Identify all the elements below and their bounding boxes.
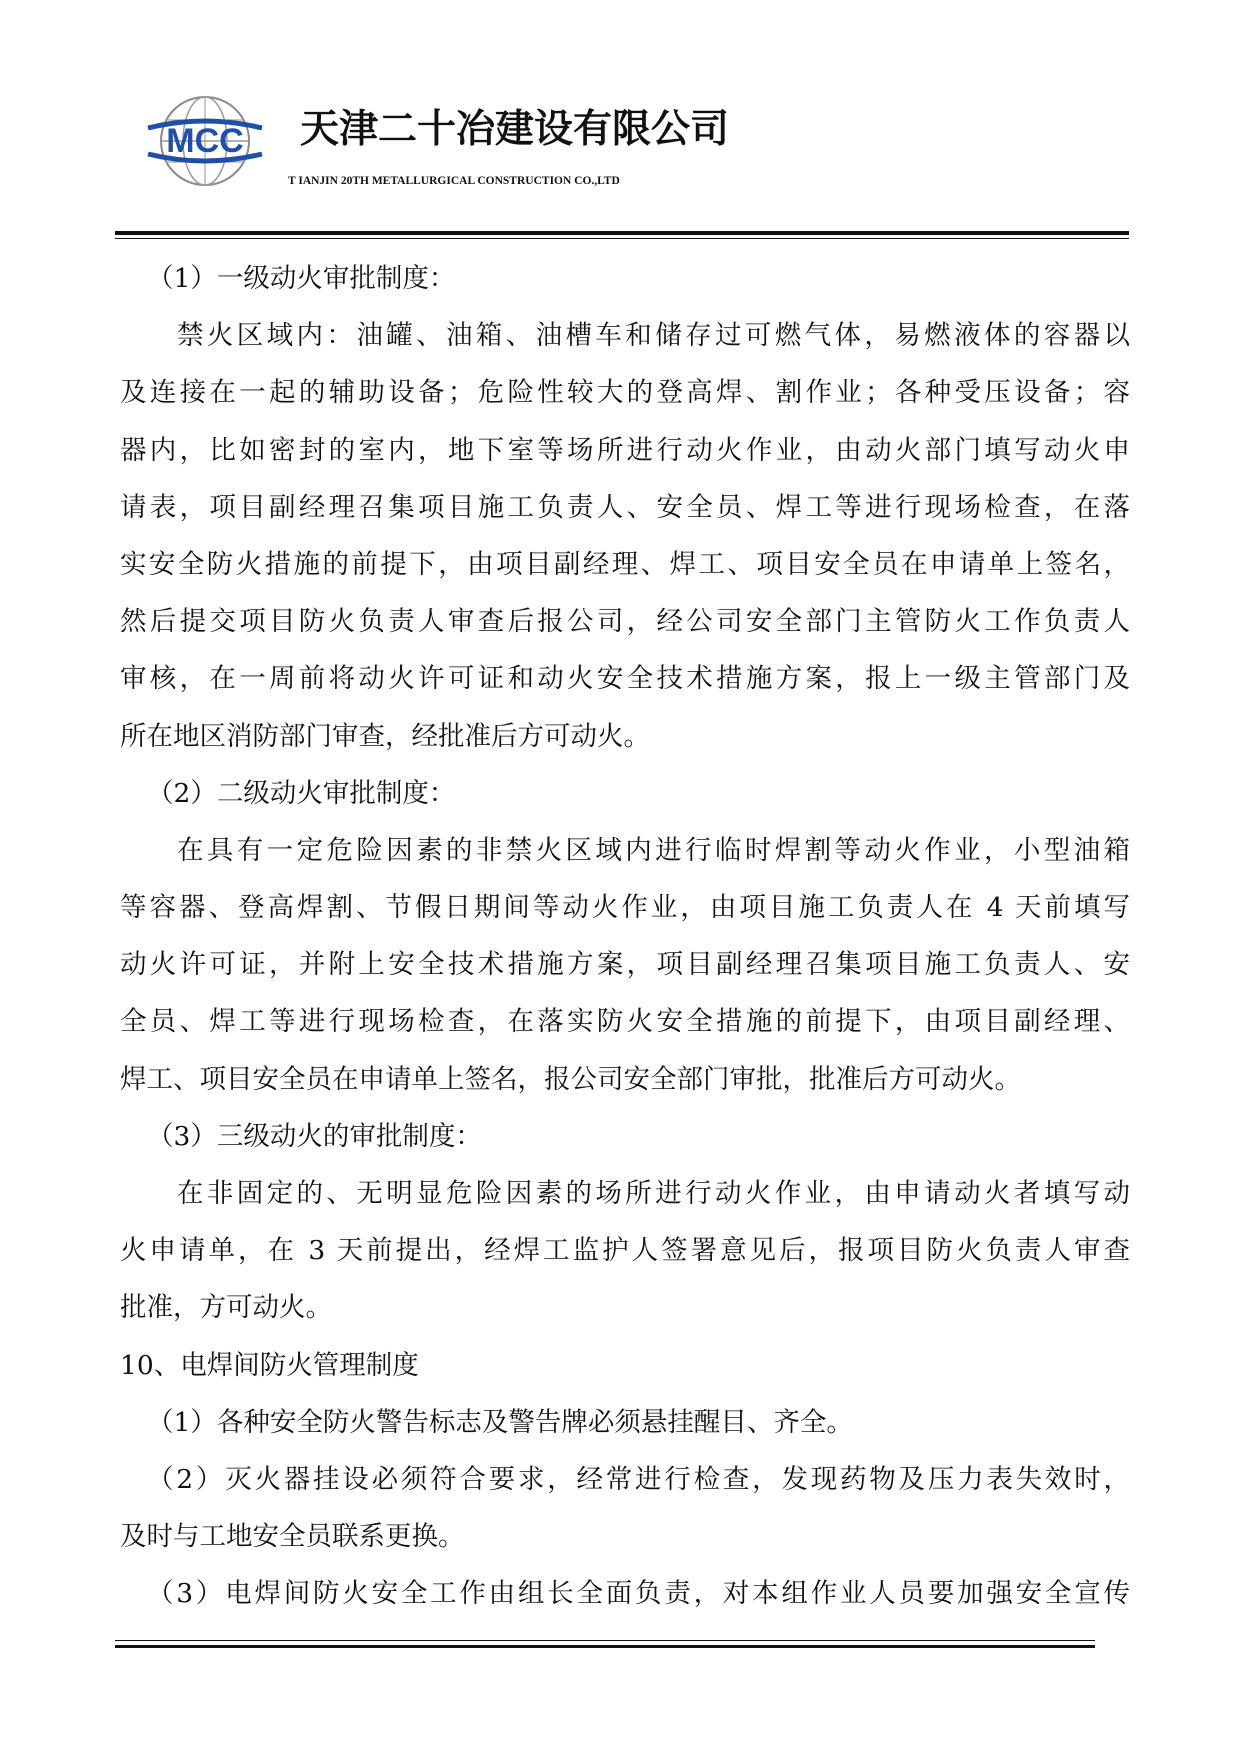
- paragraph-line: 动火许可证，并附上安全技术措施方案，项目副经理召集项目施工负责人、安: [120, 949, 1130, 981]
- footer-rule-thick: [115, 1645, 1095, 1648]
- paragraph-line: 等容器、登高焊割、节假日期间等动火作业，由项目施工负责人在 4 天前填写: [120, 892, 1130, 924]
- paragraph-line: 及连接在一起的辅助设备；危险性较大的登高焊、割作业；各种受压设备；容: [120, 377, 1130, 409]
- paragraph-line: 器内，比如密封的室内，地下室等场所进行动火作业，由动火部门填写动火申: [120, 434, 1130, 466]
- paragraph-line: 所在地区消防部门审查，经批准后方可动火。: [120, 720, 650, 752]
- paragraph-line: 禁火区域内：油罐、油箱、油槽车和储存过可燃气体，易燃液体的容器以: [177, 320, 1130, 352]
- mcc-logo-icon: [136, 94, 274, 188]
- list-item: （2）灭火器挂设必须符合要求，经常进行检查，发现药物及压力表失效时，: [147, 1463, 1130, 1495]
- paragraph-line: 在具有一定危险因素的非禁火区域内进行临时焊割等动火作业，小型油箱: [177, 834, 1130, 866]
- paragraph-line: 焊工、项目安全员在申请单上签名，报公司安全部门审批，批准后方可动火。: [120, 1063, 1021, 1095]
- company-name-en: T IANJIN 20TH METALLURGICAL CONSTRUCTION CO.,LTD: [288, 175, 620, 187]
- section-heading: （2）二级动火审批制度：: [147, 777, 456, 809]
- logo-text: MCC: [166, 122, 244, 160]
- page-header: [0, 0, 1241, 240]
- company-name-cn: 天津二十冶建设有限公司: [300, 107, 730, 152]
- paragraph-line: 实安全防火措施的前提下，由项目副经理、焊工、项目安全员在申请单上签名，: [120, 548, 1130, 580]
- paragraph-line: 然后提交项目防火负责人审查后报公司，经公司安全部门主管防火工作负责人: [120, 606, 1130, 638]
- section-heading: （1）一级动火审批制度：: [147, 263, 456, 294]
- footer-rule-thin: [115, 1640, 1095, 1641]
- paragraph-line: 及时与工地安全员联系更换。: [120, 1521, 465, 1553]
- paragraph-line: 审核，在一周前将动火许可证和动火安全技术措施方案，报上一级主管部门及: [120, 663, 1130, 695]
- header-rule-thin: [115, 238, 1129, 239]
- list-item: （3）电焊间防火安全工作由组长全面负责，对本组作业人员要加强安全宣传: [147, 1578, 1130, 1610]
- paragraph-line: 请表，项目副经理召集项目施工负责人、安全员、焊工等进行现场检查，在落: [120, 491, 1130, 523]
- chapter-heading: 10、电焊间防火管理制度: [120, 1349, 419, 1381]
- paragraph-line: 全员、焊工等进行现场检查，在落实防火安全措施的前提下，由项目副经理、: [120, 1006, 1130, 1038]
- document-body: [120, 250, 1130, 1623]
- section-heading: （3）三级动火的审批制度：: [147, 1120, 482, 1152]
- paragraph-line: 在非固定的、无明显危险因素的场所进行动火作业，由申请动火者填写动: [177, 1178, 1130, 1209]
- paragraph-line: 火申请单，在 3 天前提出，经焊工监护人签署意见后，报项目防火负责人审查: [120, 1235, 1130, 1267]
- header-rule-thick: [115, 231, 1129, 235]
- list-item: （1）各种安全防火警告标志及警告牌必须悬挂醒目、齐全。: [147, 1406, 853, 1438]
- paragraph-line: 批准，方可动火。: [120, 1292, 332, 1324]
